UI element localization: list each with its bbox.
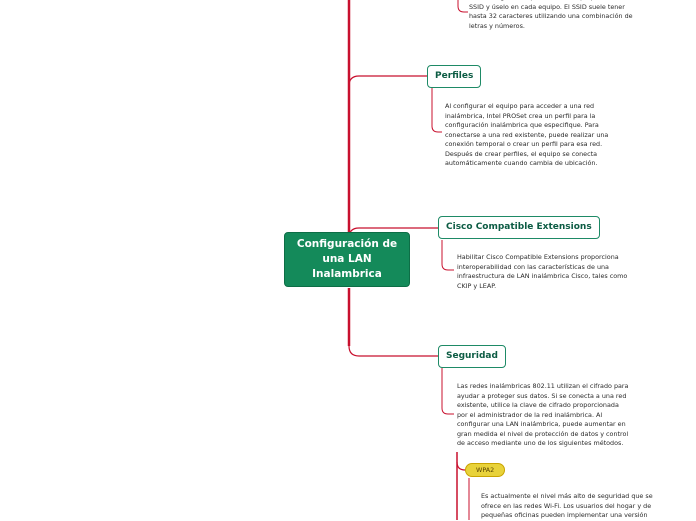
- security-line: Las redes inalámbricas 802.11 utilizan el cifrado para: [457, 382, 629, 390]
- security-line: configurar una LAN inalámbrica, puede aumentar en: [457, 420, 626, 428]
- cisco-line: Habilitar Cisco Compatible Extensions proporciona: [457, 253, 619, 261]
- branch-security: [349, 346, 438, 356]
- top-description: [469, 0, 633, 31]
- topic-profiles-label: Perfiles: [435, 71, 474, 81]
- security-description: [457, 382, 628, 449]
- cisco-description: [457, 253, 627, 291]
- topic-security-label: Seguridad: [446, 351, 498, 361]
- branch-top: [458, 0, 468, 12]
- topic-cisco-label: Cisco Compatible Extensions: [446, 222, 592, 232]
- top-line: hasta 32 caracteres utilizando una combinación de: [469, 12, 633, 20]
- central-topic[interactable]: [284, 232, 410, 287]
- wpa2-line: ofrece en las redes Wi-Fi. Los usuarios del hogar y de: [481, 501, 652, 510]
- profiles-line: inalámbrica, Intel PROSet crea un perfil para la: [445, 111, 596, 120]
- profiles-line: conexión temporal o crear un perfil para esa red.: [445, 140, 603, 148]
- cisco-line: infraestructura de LAN inalámbrica Cisco, tales como: [457, 272, 628, 280]
- topic-security[interactable]: [438, 345, 506, 368]
- security-line: de acceso mediante uno de los siguientes métodos.: [457, 439, 624, 447]
- branch-wpa2-link: [457, 462, 465, 470]
- security-line: existente, utilice la clave de cifrado proporcionada: [457, 401, 619, 409]
- profiles-line: configuración inalámbrica que especifique. Para: [445, 121, 599, 129]
- topic-profiles[interactable]: [427, 65, 481, 88]
- subtopic-wpa2-label: WPA2: [476, 466, 495, 474]
- branch-security-desc: [442, 368, 454, 414]
- profiles-line: Después de crear perfiles, el equipo se conecta: [445, 149, 598, 158]
- wpa2-description: [481, 492, 653, 521]
- top-line: SSID y úselo en cada equipo. El SSID suele tener: [469, 2, 625, 11]
- wpa2-line: Es actualmente el nivel más alto de seguridad que se: [481, 492, 653, 500]
- branch-profiles: [349, 76, 427, 86]
- branch-cisco-desc: [442, 240, 454, 270]
- topic-cisco[interactable]: [438, 216, 600, 239]
- cisco-line: CKIP y LEAP.: [457, 281, 497, 290]
- branch-profiles-desc: [432, 88, 442, 132]
- profiles-line: conectarse a una red existente, puede realizar una: [445, 130, 609, 139]
- security-line: gran medida el nivel de protección de datos y control: [457, 429, 629, 438]
- profiles-description: [445, 102, 608, 169]
- security-line: ayudar a proteger sus datos. Si se conecta a una red: [457, 391, 627, 400]
- security-line: por el administrador de la red inalámbrica. Al: [457, 410, 603, 419]
- wpa2-line: pequeñas oficinas pueden implementar una versión: [481, 511, 648, 519]
- profiles-line: Al configurar el equipo para acceder a una red: [445, 102, 595, 110]
- cisco-line: interoperabilidad con las características de una: [457, 262, 609, 271]
- profiles-line: automáticamente cuando cambia de ubicación.: [445, 159, 598, 167]
- top-line: letras y números.: [469, 21, 525, 30]
- subtopic-wpa2[interactable]: [465, 463, 505, 477]
- central-topic-label: Configuración de una LAN Inalambrica: [296, 238, 398, 280]
